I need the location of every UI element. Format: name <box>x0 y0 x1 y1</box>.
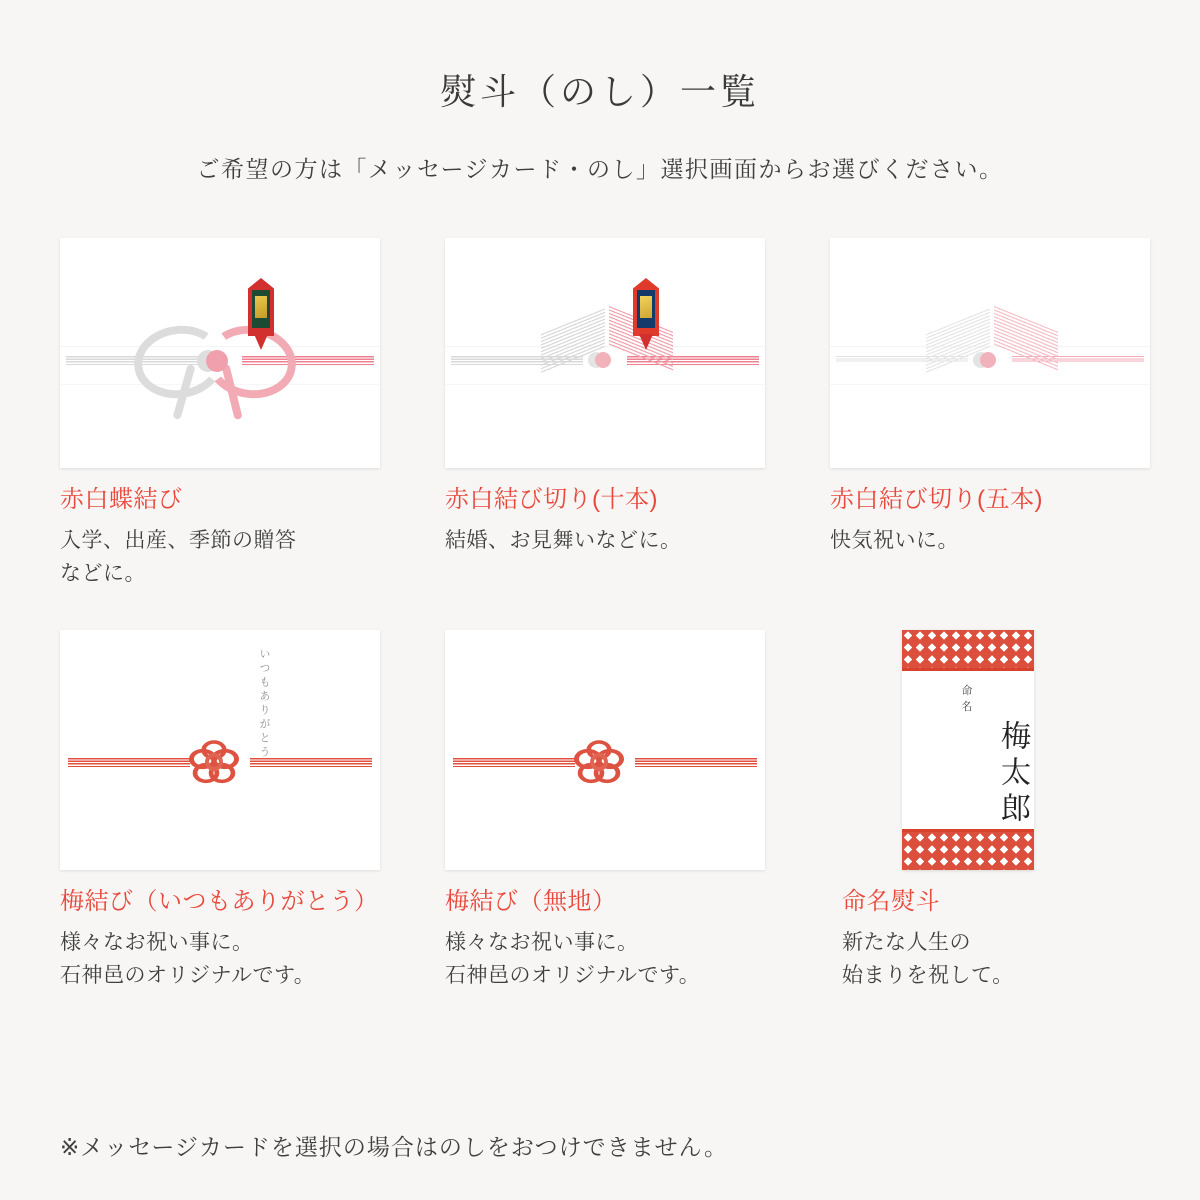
meimei-pattern-band-bottom <box>902 832 1034 870</box>
noshi-item-akashiro-chomusubi[interactable] <box>60 238 445 590</box>
noshi-ume-muji-image <box>445 630 765 870</box>
meimei-tag <box>902 630 1034 870</box>
noshi-item-ume-itsumo[interactable] <box>60 630 445 992</box>
page-subtitle: ご希望の方は「メッセージカード・のし」選択画面からお選びください。 <box>196 156 1004 182</box>
noshi-akashiro-musubikiri-5-image <box>830 238 1150 468</box>
noshi-label: 赤白結び切り(十本) <box>445 486 658 513</box>
noshi-description-line2: などに。 <box>60 561 146 585</box>
noshi-label: 赤白蝶結び <box>60 486 183 513</box>
noshi-label: 赤白結び切り(五本) <box>830 486 1043 513</box>
noshi-grid <box>60 238 1140 993</box>
envelope-paper <box>830 238 1150 468</box>
noshi-description <box>60 927 445 992</box>
noshi-item-akashiro-musubikiri-10[interactable] <box>445 238 830 590</box>
meimei-pattern-band-top <box>902 630 1034 668</box>
noshi-description-line1: 結婚、お見舞いなどに。 <box>445 529 682 553</box>
noshi-description <box>445 525 830 558</box>
noshi-label: 梅結び（無地） <box>445 888 617 916</box>
noshi-item-ume-muji[interactable] <box>445 630 830 992</box>
envelope-fold-line-secondary <box>445 384 765 385</box>
noshi-item-akashiro-musubikiri-5[interactable] <box>830 238 1140 590</box>
noshi-item-meimei[interactable] <box>830 630 1140 992</box>
noshi-description-line1: 快気祝いに。 <box>830 529 959 553</box>
footnote: ※メッセージカードを選択の場合はのしをおつけできません。 <box>60 1134 729 1160</box>
noshi-description-line2: 始まりを祝して。 <box>842 964 1014 988</box>
noshi-description <box>830 525 1140 558</box>
noshi-akashiro-musubikiri-10-image <box>445 238 765 468</box>
noshi-description-line1: 入学、出産、季節の贈答 <box>60 529 297 553</box>
meimei-heading-char2: 名 <box>961 701 975 714</box>
mizuhiki-knot <box>980 352 996 368</box>
noshi-ornament-icon <box>248 278 274 352</box>
bow-knot <box>206 350 228 372</box>
mizuhiki-cord-left <box>453 758 575 767</box>
noshi-ume-itsumo-image <box>60 630 380 870</box>
page-title: 熨斗（のし）一覧 <box>439 71 760 112</box>
noshi-description-line1: 様々なお祝い事に。 <box>445 931 639 955</box>
envelope-paper <box>60 238 380 468</box>
envelope-paper <box>445 630 765 870</box>
noshi-description-line1: 新たな人生の <box>842 931 971 955</box>
ume-knot-icon <box>186 736 242 788</box>
meimei-band-edge-top <box>902 668 1034 671</box>
noshi-akashiro-chomusubi-image <box>60 238 380 468</box>
noshi-description-line1: 様々なお祝い事に。 <box>60 931 254 955</box>
ume-knot-icon <box>571 736 627 788</box>
mizuhiki-cord-left <box>68 758 190 767</box>
mizuhiki-cord-right <box>635 758 757 767</box>
envelope-paper <box>60 630 380 870</box>
noshi-meimei-image <box>830 630 1150 870</box>
noshi-description <box>842 927 1140 992</box>
noshi-description <box>445 927 830 992</box>
noshi-description <box>60 525 445 590</box>
envelope-fold-line-secondary <box>830 384 1150 385</box>
meimei-name: 梅太郎 <box>996 720 1029 829</box>
noshi-label: 命名熨斗 <box>842 888 940 916</box>
noshi-vertical-text: いつもありがとう <box>258 648 270 761</box>
noshi-description-line2: 石神邑のオリジナルです。 <box>60 964 316 988</box>
meimei-heading-char1: 命 <box>961 685 975 698</box>
mizuhiki-knot <box>595 352 611 368</box>
envelope-paper <box>445 238 765 468</box>
noshi-description-line2: 石神邑のオリジナルです。 <box>445 964 701 988</box>
noshi-ornament-icon <box>633 278 659 352</box>
noshi-label: 梅結び（いつもありがとう） <box>60 888 379 916</box>
meimei-heading <box>902 682 1034 714</box>
mizuhiki-fan-right <box>994 304 1064 376</box>
